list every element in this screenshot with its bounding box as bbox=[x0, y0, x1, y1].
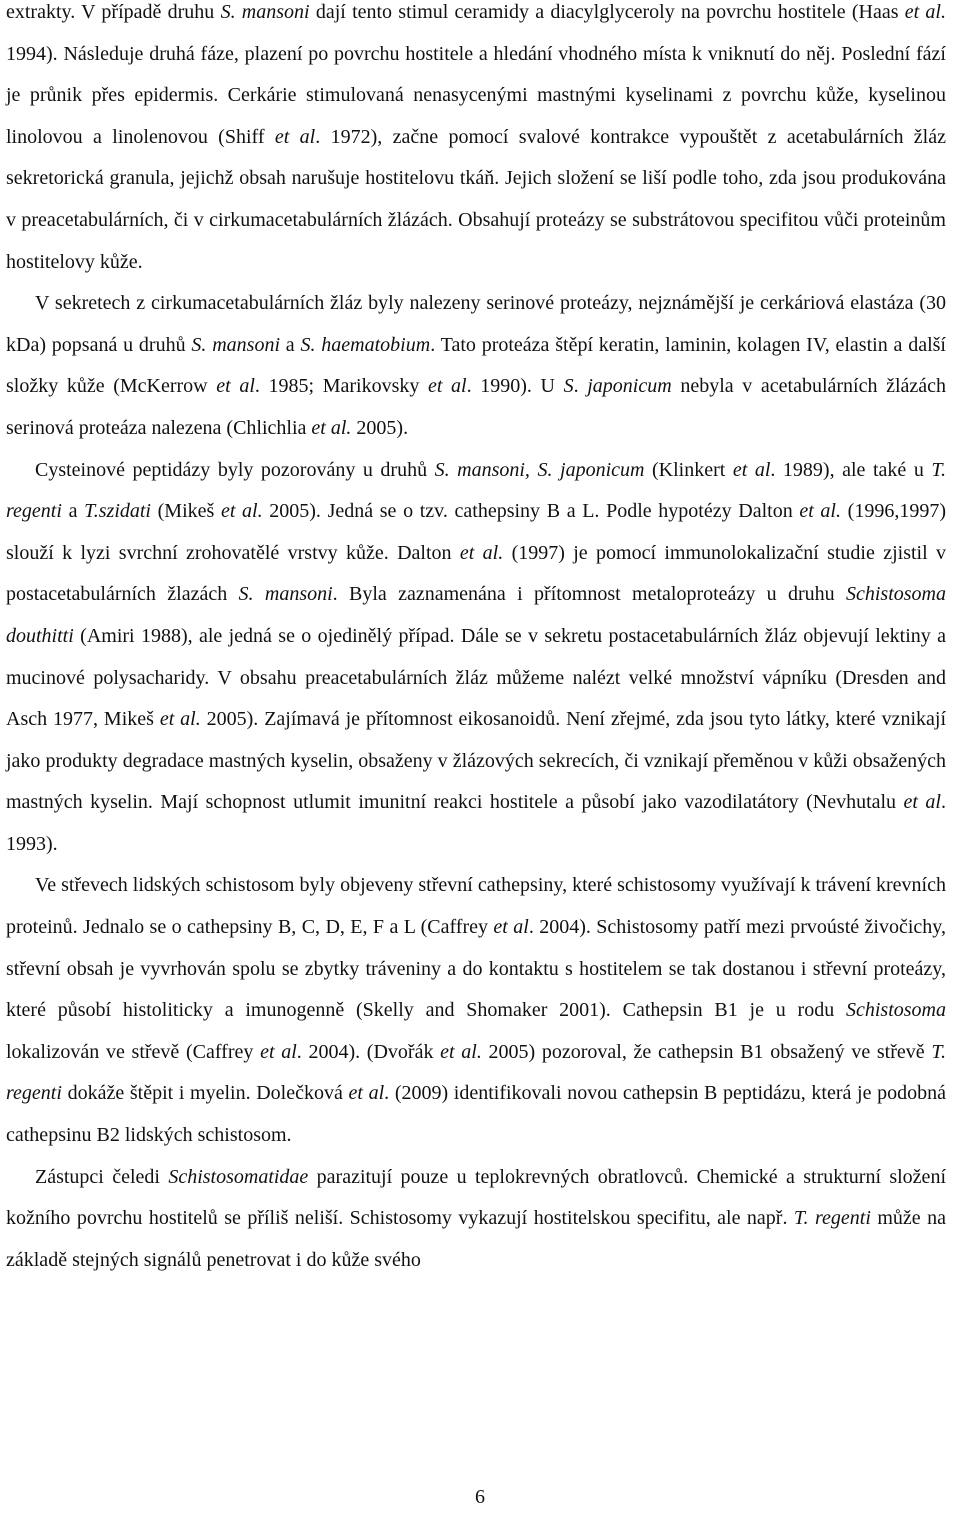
text-run: . (2009) identifikovali novou cathepsin B peptidázu, která je podobná cathepsinu B2 lidských schistosom. bbox=[6, 1082, 946, 1147]
italic-text-run: T.szidati bbox=[84, 500, 151, 523]
italic-text-run: T. regenti bbox=[6, 458, 946, 523]
text-run: . 1989), ale také u bbox=[770, 458, 932, 481]
italic-text-run: et al. bbox=[904, 1, 946, 23]
text-run: 2005) pozoroval, že cathepsin B1 obsažený ve střevě bbox=[481, 1040, 932, 1063]
italic-text-run: et al bbox=[348, 1082, 385, 1105]
text-run: lokalizován ve střevě (Caffrey bbox=[6, 1040, 261, 1063]
italic-text-run: et al bbox=[732, 458, 771, 481]
text-run: . bbox=[573, 375, 588, 398]
text-run: dokáže štěpit i myelin. Dolečková bbox=[61, 1082, 349, 1105]
text-run: (Klinkert bbox=[644, 458, 733, 481]
text-run: 1994). Následuje druhá fáze, plazení po povrchu hostitele a hledání vhodného místa k vniknutí do něj. Poslední fází je průnik přes epidermis. Cerkárie stimulovaná nenasycenými mastnými kyselinami z povrchu kůže, kyselinou linolovou a linolenovou (Shiff bbox=[6, 42, 946, 148]
italic-text-run: et al. bbox=[220, 500, 263, 523]
text-run: a bbox=[61, 500, 85, 523]
text-run: 2005). Jedná se o tzv. cathepsiny B a L. Podle hypotézy Dalton bbox=[262, 500, 800, 523]
italic-text-run: Schistosoma douthitti bbox=[6, 583, 946, 647]
text-run: V sekretech z cirkumacetabulárních žláz byly nalezeny serinové proteázy, nejznámější je cerkáriová elastáza (30 kDa) popsaná u druhů bbox=[6, 292, 946, 356]
text-run: 2005). Zajímavá je přítomnost eikosanoidů. Není zřejmé, zda jsou tyto látky, které vznikají jako produkty degradace mastných kyselin, obsaženy v žlázových sekrecích, či vznikají přeměnou v kůži obsažených mastných kyselin. Mají schopnost utlumit imunitní reakci hostitele a působí jako vazodilatátory (Nevhutalu bbox=[6, 708, 946, 814]
text-run: parazitují pouze u teplokrevných obratlovců. Chemické a strukturní složení kožního povrchu hostitelů se příliš neliší. Schistosomy vykazují hostitelskou specifitu, ale např. bbox=[6, 1165, 946, 1230]
italic-text-run: et al. bbox=[311, 416, 352, 439]
italic-text-run: et al bbox=[903, 791, 941, 814]
text-run: . 1993). bbox=[6, 791, 946, 855]
italic-text-run: et al bbox=[274, 125, 316, 148]
text-run: a bbox=[280, 333, 301, 356]
italic-text-run: japonicum bbox=[587, 375, 672, 398]
text-run: . 1990). U bbox=[466, 375, 564, 398]
italic-text-run: S. mansoni, S. japonicum bbox=[434, 458, 645, 481]
italic-text-run: S. mansoni bbox=[220, 1, 310, 23]
text-run: . Tato proteáza štěpí keratin, laminin, kolagen IV, elastin a další složky kůže (McKerrow bbox=[6, 333, 946, 398]
italic-text-run: S bbox=[563, 375, 574, 398]
text-run: může na základě stejných signálů penetrovat i do kůže svého bbox=[6, 1207, 947, 1271]
document-body bbox=[6, 0, 946, 1281]
text-run: 2005). bbox=[351, 416, 409, 439]
text-run: (Mikeš bbox=[150, 500, 221, 523]
italic-text-run: S. mansoni bbox=[191, 333, 280, 356]
italic-text-run: T. regenti bbox=[793, 1207, 871, 1230]
italic-text-run: et al bbox=[216, 375, 255, 398]
italic-text-run: S. haematobium bbox=[300, 333, 431, 356]
text-run: Cysteinové peptidázy byly pozorovány u druhů bbox=[35, 458, 435, 481]
text-run: (Amiri 1988), ale jedná se o ojedinělý případ. Dále se v sekretu postacetabulárních žláz objevují lektiny a mucinové polysacharidy. V obsahu preacetabulárních žláz můžeme nalézt velké množství vápníku (Dresden and Asch 1977, Mikeš bbox=[6, 624, 946, 731]
text-run: dají tento stimul ceramidy a diacylglyceroly na povrchu hostitele (Haas bbox=[309, 1, 905, 23]
italic-text-run: Schistosoma bbox=[846, 999, 946, 1022]
text-run: Zástupci čeledi bbox=[35, 1165, 169, 1188]
italic-text-run: et al. bbox=[459, 541, 504, 564]
text-run: (1997) je pomocí immunolokalizační studie zjistil v postacetabulárních žlazách bbox=[6, 541, 946, 606]
italic-text-run: T. regenti bbox=[6, 1040, 946, 1105]
text-run: . 1972), začne pomocí svalové kontrakce vypouštět z acetabulárních žláz sekretorická granula, jejichž obsah narušuje hostitelovu tkáň. Jejich složení se liší podle toho, zda jsou produkována v preacetabulárních, či v cirkumacetabulárních žlázách. Obsahují proteázy se substrátovou specifitou vůči proteinům hostitelovy kůže. bbox=[6, 125, 946, 273]
text-run: (1996,1997) slouží k lyzi svrchní zrohovatělé vrstvy kůže. Dalton bbox=[6, 500, 946, 564]
paragraph bbox=[6, 1157, 946, 1282]
italic-text-run: et al. bbox=[799, 500, 841, 523]
italic-text-run: Schistosomatidae bbox=[168, 1165, 309, 1188]
text-run: extrakty. V případě druhu bbox=[6, 1, 221, 23]
paragraph-list bbox=[6, 0, 946, 1281]
italic-text-run: et al bbox=[493, 916, 529, 939]
text-run: . 1985; Marikovsky bbox=[254, 375, 428, 398]
italic-text-run: et al. bbox=[440, 1040, 482, 1063]
text-run: nebyla v acetabulárních žlázách serinová proteáza nalezena (Chlichlia bbox=[6, 375, 947, 439]
italic-text-run: et al. bbox=[159, 708, 201, 731]
text-run: . 2004). (Dvořák bbox=[296, 1040, 441, 1063]
text-run: Ve střevech lidských schistosom byly objeveny střevní cathepsiny, které schistosomy využívají k trávení krevních proteinů. Jednalo se o cathepsiny B, C, D, E, F a L (Caffrey bbox=[6, 874, 946, 939]
italic-text-run: et al bbox=[260, 1040, 297, 1063]
paragraph bbox=[6, 450, 946, 866]
page-number: 6 bbox=[475, 1486, 485, 1508]
paragraph bbox=[6, 283, 946, 449]
italic-text-run: S. mansoni bbox=[238, 583, 333, 606]
paragraph bbox=[6, 0, 946, 283]
text-run: . Byla zaznamenána i přítomnost metaloproteázy u druhu bbox=[332, 583, 846, 606]
paragraph bbox=[6, 865, 946, 1156]
italic-text-run: et al bbox=[428, 375, 467, 398]
text-run: . 2004). Schistosomy patří mezi prvoústé živočichy, střevní obsah je vyvrhován spolu se zbytky tráveniny a do kontaktu s hostitelem se tak dostanou i střevní proteázy, které působí histoliticky a imunogenně (Skelly and Shomaker 2001). Cathepsin B1 je u rodu bbox=[6, 916, 946, 1022]
